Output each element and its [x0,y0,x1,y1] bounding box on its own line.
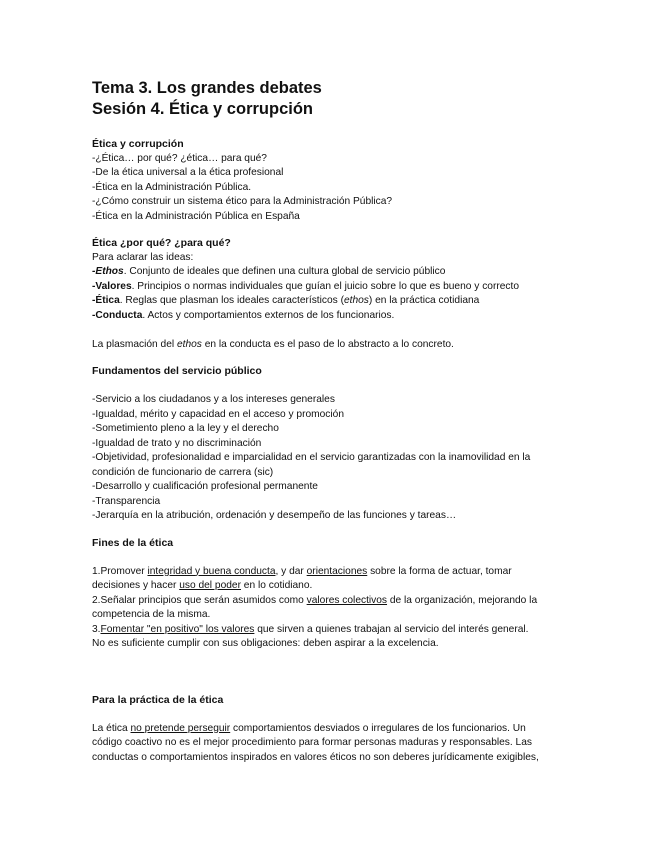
definition-text: . Reglas que plasman los ideales característicos ( [119,295,344,306]
practica-line-3: conductas o comportamientos inspirados en valores éticos no son deberes jurídicamente exigibles, [92,751,539,763]
term-conducta: -Conducta [92,309,143,321]
section-heading-por-que: Ética ¿por qué? ¿para qué? [92,237,231,249]
list-item: -Igualdad, mérito y capacidad en el acceso y promoción [92,408,344,420]
session-title: Sesión 4. Ética y corrupción [92,100,313,118]
underlined-text: integridad y buena conducta [147,565,276,577]
definition-text: ) en la práctica cotidiana [368,295,480,306]
underlined-text: Fomentar "en positivo" los valores [100,623,255,635]
paragraph-emphasis: ethos [176,338,202,350]
underlined-text: orientaciones [306,565,368,577]
paragraph-text: decisiones y hacer [92,580,180,591]
definition-valores [92,280,562,295]
paragraph-text: comportamientos desviados o irregulares de los funcionarios. Un [230,722,526,734]
definition-conducta [92,309,562,324]
list-item: -De la ética universal a la ética profesional [92,167,284,178]
paragraph-text: 2.Señalar principios que serán asumidos como [92,594,307,606]
section-heading-fines: Fines de la ética [92,536,174,549]
list-item: -Sometimiento pleno a la ley y el derecho [92,423,279,434]
list-item: -Objetividad, profesionalidad e imparcialidad en el servicio garantizadas con la inamovilidad en la [92,452,531,463]
term-valores: -Valores [92,280,132,292]
fines-line-3 [92,594,562,609]
list-item: -Ética en la Administración Pública. [92,181,252,193]
underlined-text: no pretende perseguir [130,722,231,734]
paragraph-text: en lo cotidiano. [240,580,313,591]
list-item: -Igualdad de trato y no discriminación [92,437,262,449]
paragraph-text: sobre la forma de actuar, tomar [367,565,512,577]
document-body [92,78,562,765]
fines-line-5 [92,623,562,638]
list-item: -Transparencia [92,495,161,507]
paragraph-text: 1.Promover [92,565,148,577]
list-item: -Desarrollo y cualificación profesional permanente [92,481,318,492]
paragraph-text: que sirven a quienes trabajan al servicio del interés general. [254,623,529,635]
list-item: condición de funcionario de carrera (sic) [92,466,274,478]
plasmacion-paragraph [92,338,562,353]
practica-line-2: código coactivo no es el mejor procedimiento para formar personas maduras y responsables. Las [92,737,532,748]
paragraph-text: La ética [92,722,131,734]
list-item: -¿Ética… por qué? ¿ética… para qué? [92,152,267,164]
section-heading-etica-corrupcion: Ética y corrupción [92,138,184,150]
definition-etica [92,294,562,309]
fines-line-2 [92,579,562,594]
paragraph-text: 3. [92,623,101,635]
fines-line-1 [92,565,562,580]
paragraph-text: La plasmación del [92,338,177,350]
underlined-text: uso del poder [179,580,241,591]
fines-line-6: No es suficiente cumplir con sus obligaciones: deben aspirar a la excelencia. [92,638,439,649]
fines-line-4: competencia de la misma. [92,609,211,620]
intro-line: Para aclarar las ideas: [92,251,194,263]
term-etica: -Ética [92,295,120,306]
section-heading-fundamentos: Fundamentos del servicio público [92,365,262,377]
list-item: -Ética en la Administración Pública en España [92,210,300,222]
practica-line-1 [92,722,562,737]
definition-ethos [92,265,562,280]
list-item: -Jerarquía en la atribución, ordenación y desempeño de las funciones y tareas… [92,510,457,521]
paragraph-text: , y dar [275,565,307,577]
paragraph-text: de la organización, mejorando la [387,594,538,606]
document-title: Tema 3. Los grandes debates [92,79,322,97]
definition-text: . Conjunto de ideales que definen una cultura global de servicio público [123,266,446,277]
definition-emphasis: ethos [343,295,369,306]
definition-text: . Principios o normas individuales que guían el juicio sobre lo que es bueno y correcto [131,280,519,292]
definition-text: . Actos y comportamientos externos de los funcionarios. [142,309,395,321]
list-item: -¿Cómo construir un sistema ético para la Administración Pública? [92,196,393,207]
section-heading-practica: Para la práctica de la ética [92,693,224,706]
underlined-text: valores colectivos [306,594,388,606]
paragraph-text: en la conducta es el paso de lo abstracto a lo concreto. [201,338,454,350]
list-item: -Servicio a los ciudadanos y a los intereses generales [92,394,335,405]
term-ethos: -Ethos [92,266,124,277]
